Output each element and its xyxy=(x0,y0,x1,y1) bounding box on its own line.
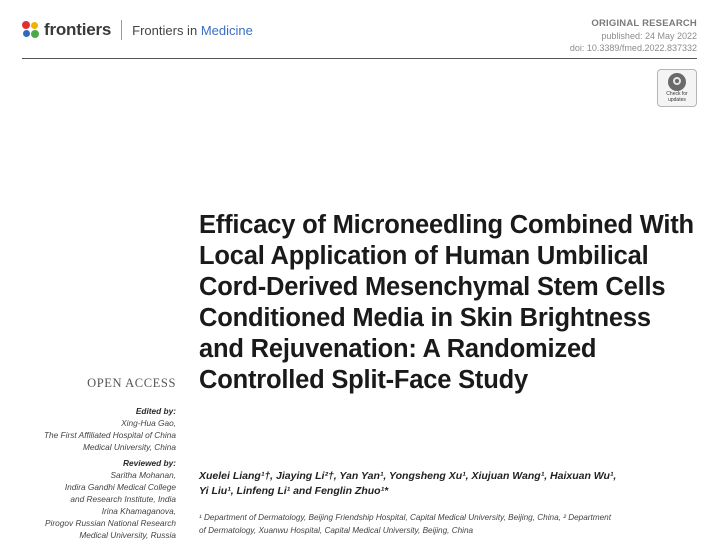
brand-name: frontiers xyxy=(44,20,112,39)
authors-line: Xuelei Liang¹†, Jiaying Li²†, Yan Yan¹, Yongsheng Xu¹, Xiujuan Wang¹, Haixuan Wu¹, xyxy=(199,470,617,482)
article-meta xyxy=(570,18,697,54)
reviewer-line: Medical University, Russia xyxy=(79,530,176,540)
editor-line: Xing-Hua Gao, xyxy=(121,418,176,428)
journal-prefix: Frontiers in xyxy=(132,22,198,38)
frontiers-logo[interactable] xyxy=(22,17,253,43)
journal-header xyxy=(0,0,719,60)
edited-by-label: Edited by: xyxy=(135,406,176,416)
published-date: published: 24 May 2022 xyxy=(601,31,697,41)
frontiers-logo-icon xyxy=(22,21,40,39)
check-updates-line1: Check for xyxy=(666,91,688,97)
reviewer-line: Indira Gandhi Medical College xyxy=(64,482,176,492)
check-updates-line2: updates xyxy=(668,96,686,103)
reviewer-line: Pirogov Russian National Research xyxy=(45,518,176,528)
doi[interactable]: doi: 10.3389/fmed.2022.837332 xyxy=(569,43,697,53)
article-title: Efficacy of Microneedling Combined With Local Application of Human Umbilical Cord-Derived Mesenchymal Stem Cells Conditioned Media in Skin Brightness and Rejuvenation: A Randomized Controlled Split-Face Study xyxy=(199,211,694,394)
author-list xyxy=(199,469,699,499)
open-access-label: OPEN ACCESS xyxy=(87,376,176,390)
affiliation-line: of Dermatology, Xuanwu Hospital, Capital Medical University, Beijing, China xyxy=(199,526,474,535)
check-updates-icon xyxy=(668,73,686,91)
editor-info xyxy=(0,405,176,541)
reviewer-line: Saritha Mohanan, xyxy=(110,470,176,480)
editor-line: The First Affiliated Hospital of China xyxy=(43,430,176,440)
header-divider xyxy=(22,58,697,59)
affiliations xyxy=(199,511,709,537)
journal-title[interactable] xyxy=(132,23,253,38)
authors-line: Yi Liu¹, Linfeng Li¹ and Fenglin Zhuo¹* xyxy=(199,485,389,497)
affiliation-line: ¹ Department of Dermatology, Beijing Friendship Hospital, Capital Medical University, Beijing, China, ² Department xyxy=(199,513,611,522)
article-type: ORIGINAL RESEARCH xyxy=(591,18,697,29)
reviewer-line: and Research Institute, India xyxy=(70,494,176,504)
check-for-updates-button[interactable] xyxy=(657,69,697,107)
logo-separator xyxy=(121,20,122,40)
reviewer-line: Irina Khamaganova, xyxy=(101,506,176,516)
reviewed-by-label: Reviewed by: xyxy=(122,458,176,468)
editor-line: Medical University, China xyxy=(83,442,176,452)
journal-name: Medicine xyxy=(200,22,253,38)
